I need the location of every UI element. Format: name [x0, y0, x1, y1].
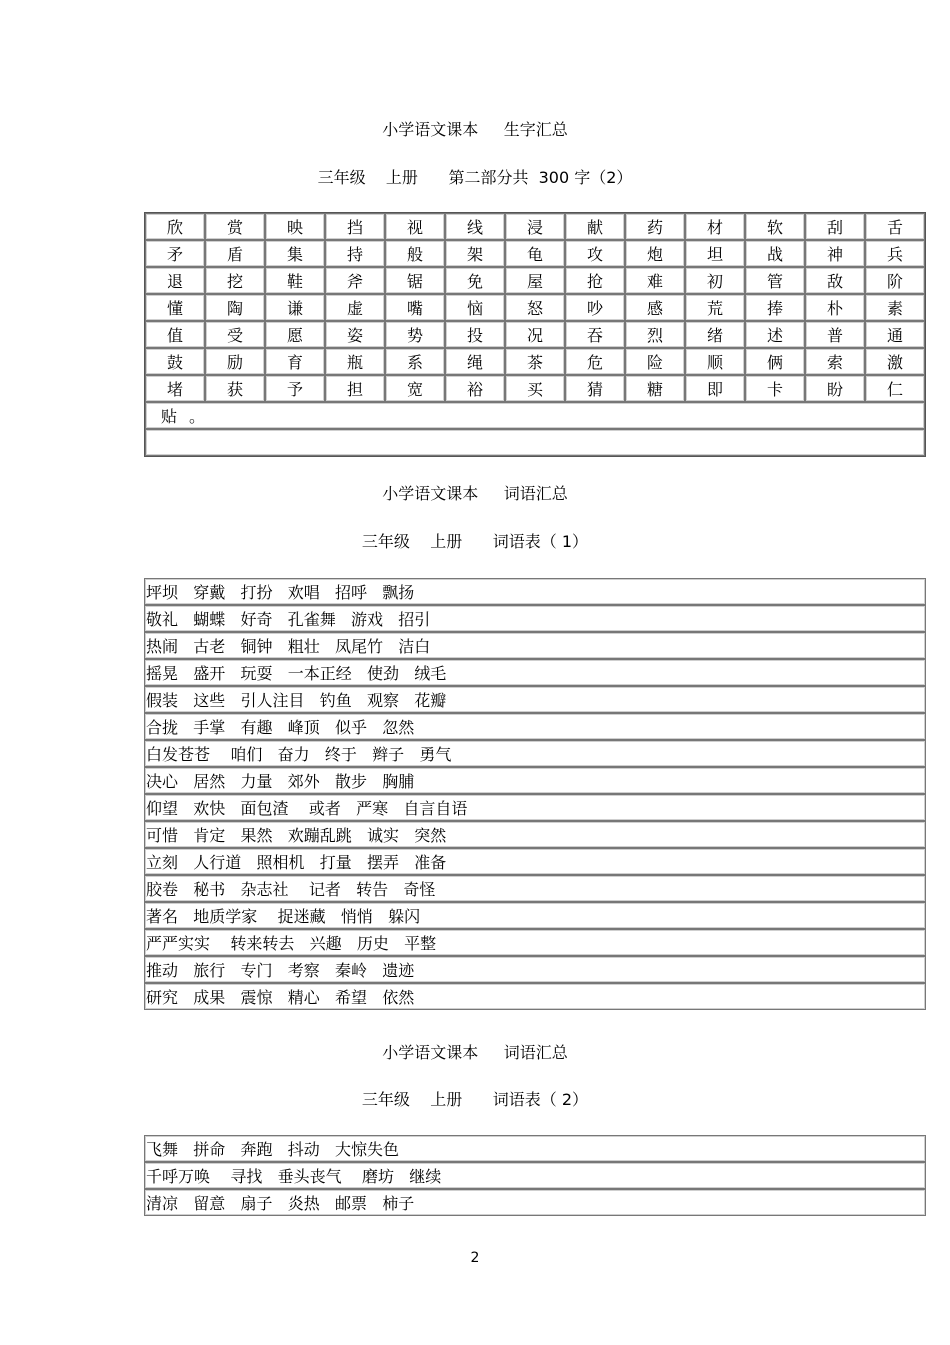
section2-subtitle: 三年级 上册 词语表（ 1） — [361, 532, 589, 551]
character-cell: 阶 — [865, 267, 925, 294]
vocabulary-row — [144, 821, 926, 848]
character-cell: 系 — [385, 348, 445, 375]
vocabulary-table-1 — [144, 578, 926, 1010]
character-cell: 通 — [865, 321, 925, 348]
character-cell: 虚 — [325, 294, 385, 321]
character-cell: 怒 — [505, 294, 565, 321]
vocabulary-row — [144, 740, 926, 767]
vocabulary-row — [144, 794, 926, 821]
character-cell: 裕 — [445, 375, 505, 402]
section3-subtitle: 三年级 上册 词语表（ 2） — [361, 1090, 589, 1109]
vocabulary-cell: 摇晃 盛开 玩耍 一本正经 使劲 绒毛 — [144, 659, 926, 686]
character-cell: 予 — [265, 375, 325, 402]
character-cell: 锯 — [385, 267, 445, 294]
character-cell: 顺 — [685, 348, 745, 375]
character-cell: 茶 — [505, 348, 565, 375]
character-cell: 神 — [805, 240, 865, 267]
character-cell: 架 — [445, 240, 505, 267]
character-cell: 素 — [865, 294, 925, 321]
character-cell: 敌 — [805, 267, 865, 294]
character-cell: 吵 — [565, 294, 625, 321]
character-cell: 线 — [445, 213, 505, 240]
character-cell: 卡 — [745, 375, 805, 402]
section1-subtitle: 三年级 上册 第二部分共 300 字（2） — [317, 168, 633, 187]
character-cell: 谦 — [265, 294, 325, 321]
vocabulary-row — [144, 713, 926, 740]
character-cell: 普 — [805, 321, 865, 348]
vocabulary-cell: 白发苍苍 咱们 奋力 终于 辫子 勇气 — [144, 740, 926, 767]
character-cell: 炮 — [625, 240, 685, 267]
vocabulary-cell: 热闹 古老 铜钟 粗壮 凤尾竹 洁白 — [144, 632, 926, 659]
vocabulary-row — [144, 578, 926, 605]
character-cell: 懂 — [145, 294, 205, 321]
character-cell: 荒 — [685, 294, 745, 321]
character-cell: 映 — [265, 213, 325, 240]
character-cell: 瓶 — [325, 348, 385, 375]
character-cell: 退 — [145, 267, 205, 294]
character-cell: 获 — [205, 375, 265, 402]
character-row — [145, 321, 925, 348]
character-cell: 初 — [685, 267, 745, 294]
character-cell: 猜 — [565, 375, 625, 402]
vocabulary-cell: 胶卷 秘书 杂志社 记者 转告 奇怪 — [144, 875, 926, 902]
character-cell: 值 — [145, 321, 205, 348]
character-row — [145, 213, 925, 240]
vocabulary-row — [144, 875, 926, 902]
character-cell: 恼 — [445, 294, 505, 321]
character-cell: 赏 — [205, 213, 265, 240]
vocabulary-cell: 著名 地质学家 捉迷藏 悄悄 躲闪 — [144, 902, 926, 929]
character-cell: 受 — [205, 321, 265, 348]
character-cell: 担 — [325, 375, 385, 402]
page-number: 2 — [470, 1250, 480, 1266]
character-cell: 集 — [265, 240, 325, 267]
section1-title: 小学语文课本 生字汇总 — [382, 120, 568, 139]
character-cell: 投 — [445, 321, 505, 348]
vocabulary-cell: 坪坝 穿戴 打扮 欢唱 招呼 飘扬 — [144, 578, 926, 605]
vocabulary-row — [144, 983, 926, 1010]
character-cell: 鼓 — [145, 348, 205, 375]
vocabulary-row — [144, 1135, 926, 1162]
character-cell: 买 — [505, 375, 565, 402]
character-cell: 鞋 — [265, 267, 325, 294]
character-cell: 挖 — [205, 267, 265, 294]
vocabulary-cell: 决心 居然 力量 郊外 散步 胸脯 — [144, 767, 926, 794]
vocabulary-row — [144, 767, 926, 794]
empty-cell — [145, 429, 925, 456]
vocabulary-row — [144, 632, 926, 659]
character-cell: 势 — [385, 321, 445, 348]
vocabulary-row — [144, 1162, 926, 1189]
character-cell: 感 — [625, 294, 685, 321]
vocabulary-row — [144, 659, 926, 686]
character-last: 贴 — [161, 407, 178, 426]
character-cell: 龟 — [505, 240, 565, 267]
character-cell: 难 — [625, 267, 685, 294]
character-row — [145, 402, 925, 429]
character-cell: 危 — [565, 348, 625, 375]
character-cell: 屋 — [505, 267, 565, 294]
character-cell: 述 — [745, 321, 805, 348]
vocabulary-row — [144, 929, 926, 956]
character-cell: 矛 — [145, 240, 205, 267]
vocabulary-cell: 仰望 欢快 面包渣 或者 严寒 自言自语 — [144, 794, 926, 821]
character-cell: 献 — [565, 213, 625, 240]
character-cell: 材 — [685, 213, 745, 240]
character-cell: 况 — [505, 321, 565, 348]
section3-title: 小学语文课本 词语汇总 — [382, 1043, 568, 1062]
character-cell: 险 — [625, 348, 685, 375]
character-cell: 绳 — [445, 348, 505, 375]
character-cell: 朴 — [805, 294, 865, 321]
character-row — [145, 375, 925, 402]
character-cell: 仁 — [865, 375, 925, 402]
character-cell: 坦 — [685, 240, 745, 267]
character-cell: 糖 — [625, 375, 685, 402]
character-cell: 管 — [745, 267, 805, 294]
vocabulary-row — [144, 1189, 926, 1216]
vocabulary-cell: 敬礼 蝴蝶 好奇 孔雀舞 游戏 招引 — [144, 605, 926, 632]
character-cell: 斧 — [325, 267, 385, 294]
character-table — [144, 212, 926, 457]
character-cell: 免 — [445, 267, 505, 294]
character-cell: 吞 — [565, 321, 625, 348]
character-cell: 堵 — [145, 375, 205, 402]
vocabulary-row — [144, 686, 926, 713]
vocabulary-cell: 清凉 留意 扇子 炎热 邮票 柿子 — [144, 1189, 926, 1216]
vocabulary-row — [144, 848, 926, 875]
character-cell: 药 — [625, 213, 685, 240]
character-cell: 索 — [805, 348, 865, 375]
vocabulary-table-2 — [144, 1135, 926, 1216]
character-cell: 浸 — [505, 213, 565, 240]
character-cell: 攻 — [565, 240, 625, 267]
character-cell-last — [145, 402, 925, 429]
character-row — [145, 267, 925, 294]
character-cell: 捧 — [745, 294, 805, 321]
character-row — [145, 240, 925, 267]
character-cell: 欣 — [145, 213, 205, 240]
character-cell: 盾 — [205, 240, 265, 267]
vocabulary-cell: 研究 成果 震惊 精心 希望 依然 — [144, 983, 926, 1010]
character-row — [145, 294, 925, 321]
character-cell: 盼 — [805, 375, 865, 402]
character-cell: 软 — [745, 213, 805, 240]
character-cell: 般 — [385, 240, 445, 267]
vocabulary-row — [144, 605, 926, 632]
vocabulary-cell: 飞舞 拼命 奔跑 抖动 大惊失色 — [144, 1135, 926, 1162]
character-cell: 俩 — [745, 348, 805, 375]
vocabulary-cell: 推动 旅行 专门 考察 秦岭 遗迹 — [144, 956, 926, 983]
period-mark: 。 — [189, 407, 206, 426]
vocabulary-cell: 千呼万唤 寻找 垂头丧气 磨坊 继续 — [144, 1162, 926, 1189]
section2-title: 小学语文课本 词语汇总 — [382, 484, 568, 503]
vocabulary-cell: 立刻 人行道 照相机 打量 摆弄 准备 — [144, 848, 926, 875]
character-cell: 绪 — [685, 321, 745, 348]
character-cell: 愿 — [265, 321, 325, 348]
vocabulary-cell: 合拢 手掌 有趣 峰顶 似乎 忽然 — [144, 713, 926, 740]
character-cell: 舌 — [865, 213, 925, 240]
vocabulary-row — [144, 956, 926, 983]
character-cell: 兵 — [865, 240, 925, 267]
character-cell: 持 — [325, 240, 385, 267]
vocabulary-cell: 假装 这些 引人注目 钓鱼 观察 花瓣 — [144, 686, 926, 713]
character-cell: 即 — [685, 375, 745, 402]
character-cell: 战 — [745, 240, 805, 267]
character-cell: 刮 — [805, 213, 865, 240]
character-cell: 姿 — [325, 321, 385, 348]
empty-row — [145, 429, 925, 456]
character-cell: 抢 — [565, 267, 625, 294]
character-cell: 挡 — [325, 213, 385, 240]
character-cell: 陶 — [205, 294, 265, 321]
character-cell: 嘴 — [385, 294, 445, 321]
character-cell: 激 — [865, 348, 925, 375]
vocabulary-cell: 可惜 肯定 果然 欢蹦乱跳 诚实 突然 — [144, 821, 926, 848]
character-row — [145, 348, 925, 375]
character-cell: 烈 — [625, 321, 685, 348]
character-cell: 视 — [385, 213, 445, 240]
vocabulary-cell: 严严实实 转来转去 兴趣 历史 平整 — [144, 929, 926, 956]
vocabulary-row — [144, 902, 926, 929]
character-cell: 励 — [205, 348, 265, 375]
character-cell: 育 — [265, 348, 325, 375]
character-cell: 宽 — [385, 375, 445, 402]
